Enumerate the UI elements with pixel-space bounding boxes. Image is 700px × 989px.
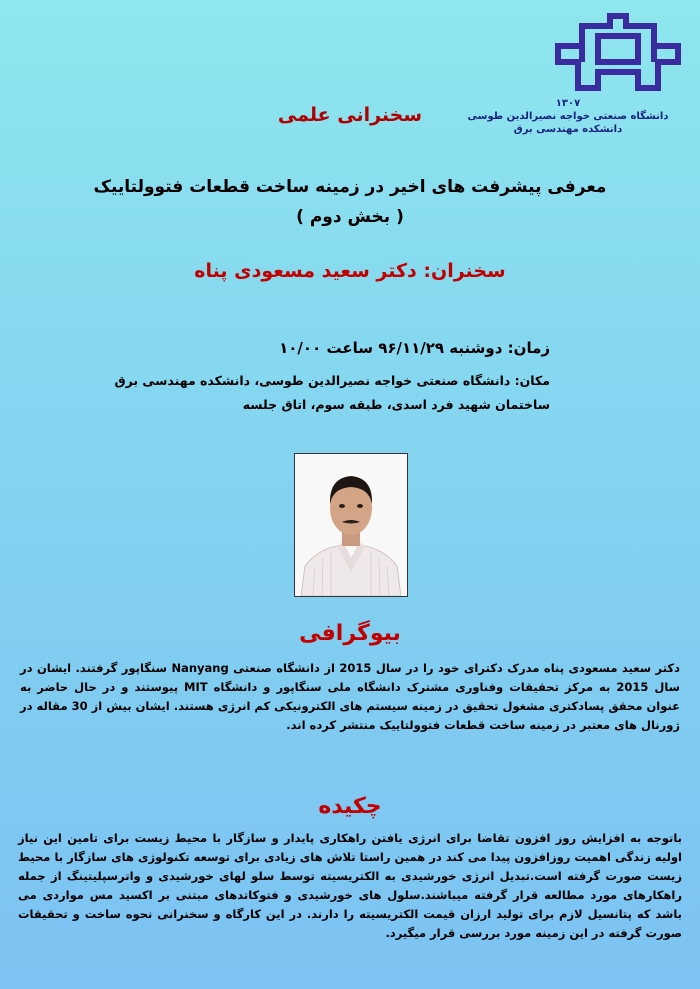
talk-title (40, 172, 660, 232)
event-time: زمان: دوشنبه ۹۶/۱۱/۲۹ ساعت ۱۰/۰۰ (279, 339, 550, 357)
abstract-heading: چکیده (318, 794, 382, 819)
location-line1: مکان: دانشگاه صنعتی خواجه نصیرالدین طوسی، دانشکده مهندسی برق (114, 373, 550, 388)
biography-heading: بیوگرافی (299, 621, 401, 646)
event-kind: سخنرانی علمی (277, 104, 423, 126)
speaker-name: سخنران: دکتر سعید مسعودی پناه (194, 260, 506, 282)
biography-text: دکتر سعید مسعودی پناه مدرک دکترای خود را در سال 2015 از دانشگاه صنعتی Nanyang سنگاپور گرفتند. ایشان در سال 2015 به مرکز تحقیقات وفناوری مشترک دانشگاه ملی سنگاپور و دانشگاه MIT پیوستند و در حال حاضر به عنوان محقق پسادکتری مشغول تحقیق در زمینه سیستم های الکترونیکی کم انرژی هستند. ایشان بیش از 30 مقاله در ژورنال های معتبر در زمینه ساخت قطعات فتوولتاییک منتشر کرده اند. (20, 661, 680, 732)
talk-title-line2: ( بخش دوم ) (296, 207, 404, 227)
faculty-name: دانشکده مهندسی برق (513, 124, 623, 135)
university-logo (553, 12, 683, 94)
university-name: دانشگاه صنعتی خواجه نصیرالدین طوسی (467, 111, 669, 122)
location-line2: ساختمان شهید فرد اسدی، طبقه سوم، اتاق جلسه (242, 397, 550, 412)
speaker-photo (294, 453, 408, 597)
founding-year: ۱۳۰۷ (555, 98, 581, 109)
abstract-text: باتوجه به افزایش روز افزون تقاضا برای انرژی یافتن راهکاری پایدار و سازگار با محیط زیست برای تامین این نیاز اولیه زندگی اهمیت روزافزون پیدا می کند در همین راستا تلاش های زیادی برای توسعه تکنولوژی های سازگار با محیط زیست صورت گرفته است.تبدیل انرژی خورشیدی به الکتریسیته توسط سلو لهای خورشیدی و واترسپلیتینگ از جمله راهکارهای مورد مطالعه قرار گرفته میباشند.سلول های خورشیدی و فتوکاتدهای مبتنی بر اکسید مس مواردی می باشد که پتانسیل لازم برای تولید ارزان قیمت الکتریسیته را دارند. در این کارگاه و سخنرانی نحوه ساخت و تحقیقات صورت گرفته در این زمینه مورد بررسی قرار میگیرد. (18, 831, 682, 940)
event-location (114, 369, 550, 417)
talk-title-line1: معرفی پیشرفت های اخیر در زمینه ساخت قطعات فتوولتاییک (93, 177, 607, 197)
